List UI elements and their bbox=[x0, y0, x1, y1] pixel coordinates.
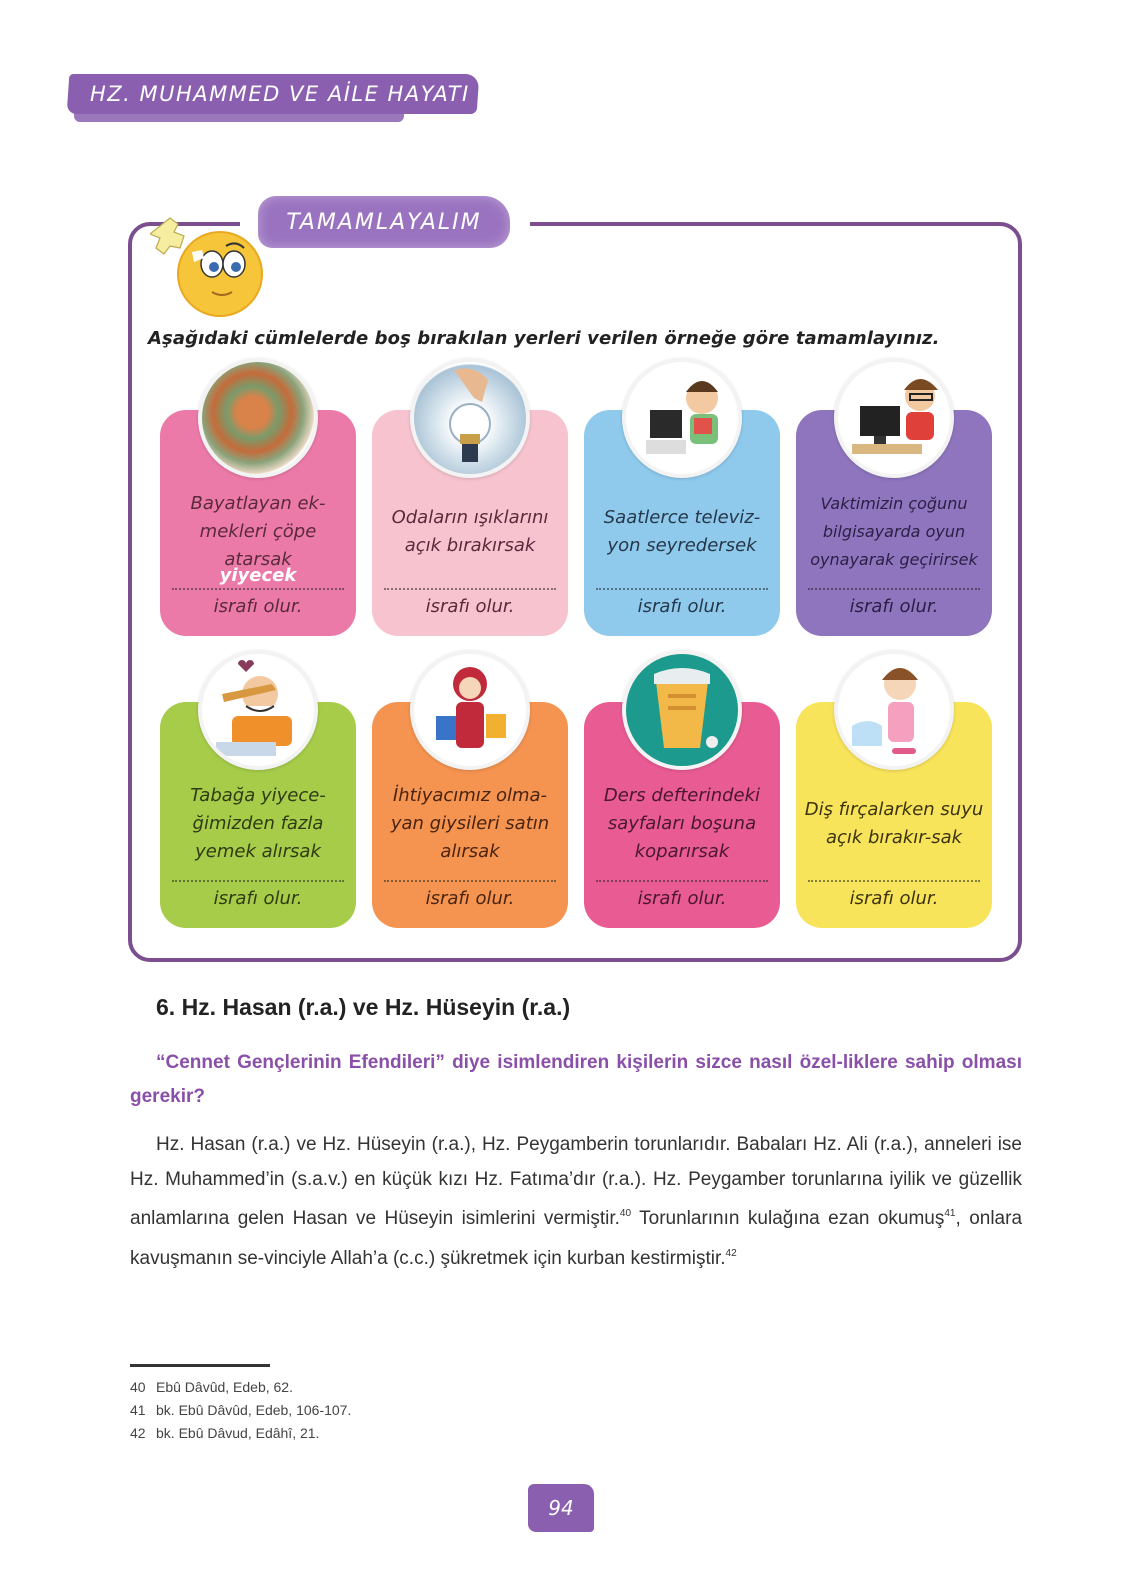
card-answer-example: yiyecek bbox=[219, 565, 297, 586]
activity-card bbox=[584, 702, 780, 928]
card-suffix: israfı olur. bbox=[425, 888, 515, 909]
footnote-text: Ebû Dâvûd, Edeb, 62. bbox=[156, 1379, 293, 1395]
card-sentence: Tabağa yiyece-ğimizden fazla yemek alırsak bbox=[190, 785, 326, 862]
footnote-number: 42 bbox=[130, 1425, 146, 1441]
card-suffix: israfı olur. bbox=[849, 888, 939, 909]
banner-brush-stroke-lower bbox=[74, 108, 404, 122]
footnote-ref-40[interactable]: 40 bbox=[619, 1208, 632, 1219]
activity-instruction: Aşağıdaki cümlelerde boş bırakılan yerleri verilen örneğe göre tamamlayınız. bbox=[148, 328, 940, 349]
activity-card bbox=[372, 410, 568, 636]
footnote-text: bk. Ebû Dâvûd, Edeb, 106-107. bbox=[156, 1402, 352, 1418]
child-watching-tv-image bbox=[622, 358, 742, 478]
child-at-computer-image bbox=[834, 358, 954, 478]
girl-brushing-teeth-image bbox=[834, 650, 954, 770]
card-sentence: Diş fırçalarken suyu açık bırakır-sak bbox=[804, 799, 984, 848]
card-suffix: israfı olur. bbox=[637, 888, 727, 909]
card-suffix: israfı olur. bbox=[213, 596, 303, 617]
card-suffix: israfı olur. bbox=[213, 888, 303, 909]
card-suffix: israfı olur. bbox=[849, 596, 939, 617]
card-suffix: israfı olur. bbox=[637, 596, 727, 617]
paper-trash-bin-image bbox=[622, 650, 742, 770]
card-sentence: Ders defterindeki sayfaları boşuna koparırsak bbox=[603, 785, 761, 862]
card-sentence: Vaktimizin çoğunu bilgisayarda oyun oynayarak geçirirsek bbox=[810, 494, 978, 569]
man-overeating-image bbox=[198, 650, 318, 770]
activity-card bbox=[372, 702, 568, 928]
footnote-text: bk. Ebû Dâvud, Edâhî, 21. bbox=[156, 1425, 320, 1441]
card-suffix: israfı olur. bbox=[425, 596, 515, 617]
paragraph-text-2: Torunlarının kulağına ezan okumuş bbox=[631, 1208, 945, 1229]
blank-line[interactable] bbox=[172, 880, 344, 882]
blank-line[interactable] bbox=[384, 588, 556, 590]
blank-line[interactable] bbox=[596, 588, 768, 590]
footnote bbox=[130, 1376, 351, 1399]
footnote-ref-41[interactable]: 41 bbox=[944, 1208, 956, 1219]
chapter-title: HZ. MUHAMMED VE AİLE HAYATI bbox=[90, 82, 470, 106]
body-paragraph bbox=[130, 1128, 1022, 1276]
footnote-number: 41 bbox=[130, 1402, 146, 1418]
discussion-question: “Cennet Gençlerinin Efendileri” diye isimlendiren kişilerin sizce nasıl özel-liklere sahip olması gerekir? bbox=[130, 1052, 1022, 1107]
blank-line[interactable] bbox=[172, 588, 344, 590]
chapter-banner bbox=[68, 72, 478, 128]
card-sentence: Odaların ışıklarını açık bırakırsak bbox=[391, 507, 549, 556]
puzzle-face-icon bbox=[150, 212, 270, 320]
activity-card bbox=[796, 702, 992, 928]
footnotes bbox=[130, 1376, 351, 1445]
page-number: 94 bbox=[548, 1496, 574, 1520]
blank-line[interactable] bbox=[808, 588, 980, 590]
page-number-badge bbox=[528, 1484, 594, 1532]
card-sentence: Saatlerce televiz-yon seyredersek bbox=[603, 507, 761, 556]
footnote-divider bbox=[130, 1364, 270, 1367]
blank-line[interactable] bbox=[596, 880, 768, 882]
activity-card bbox=[584, 410, 780, 636]
card-sentence: İhtiyacımız olma-yan giysileri satın alırsak bbox=[390, 785, 550, 862]
card-sentence: Bayatlayan ek-mekleri çöpe atarsak bbox=[190, 493, 326, 570]
lightbulb-coins-image bbox=[410, 358, 530, 478]
paragraph-text-3: , onlara kavuşmanın se-vinciyle Allah’a (c.c.) şükretmek için kurban kestirmiştir. bbox=[130, 1208, 1023, 1269]
activity-tag bbox=[258, 196, 510, 248]
girl-shopping-bags-image bbox=[410, 650, 530, 770]
blank-line[interactable] bbox=[384, 880, 556, 882]
activity-card bbox=[796, 410, 992, 636]
footnote bbox=[130, 1422, 351, 1445]
activity-card bbox=[160, 410, 356, 636]
moldy-bread-image bbox=[198, 358, 318, 478]
footnote-number: 40 bbox=[130, 1379, 146, 1395]
activity-tag-label: TAMAMLAYALIM bbox=[286, 209, 482, 235]
section-heading: 6. Hz. Hasan (r.a.) ve Hz. Hüseyin (r.a.) bbox=[156, 994, 571, 1020]
paragraph-text-1: Hz. Hasan (r.a.) ve Hz. Hüseyin (r.a.), Hz. Peygamberin torunlarıdır. Babaları Hz. Ali (r.a.), anneleri ise Hz. Muhammed’in (s.a.v.) en küçük kızı Hz. Fatıma’dır (r.a.). Hz. Peygamber torunlarına iyilik ve güzellik anlamlarına gelen Hasan ve Hüseyin isimlerini vermiştir. bbox=[130, 1134, 1022, 1229]
activity-card bbox=[160, 702, 356, 928]
blank-line[interactable] bbox=[808, 880, 980, 882]
footnote-ref-42[interactable]: 42 bbox=[725, 1247, 737, 1259]
footnote bbox=[130, 1399, 351, 1422]
